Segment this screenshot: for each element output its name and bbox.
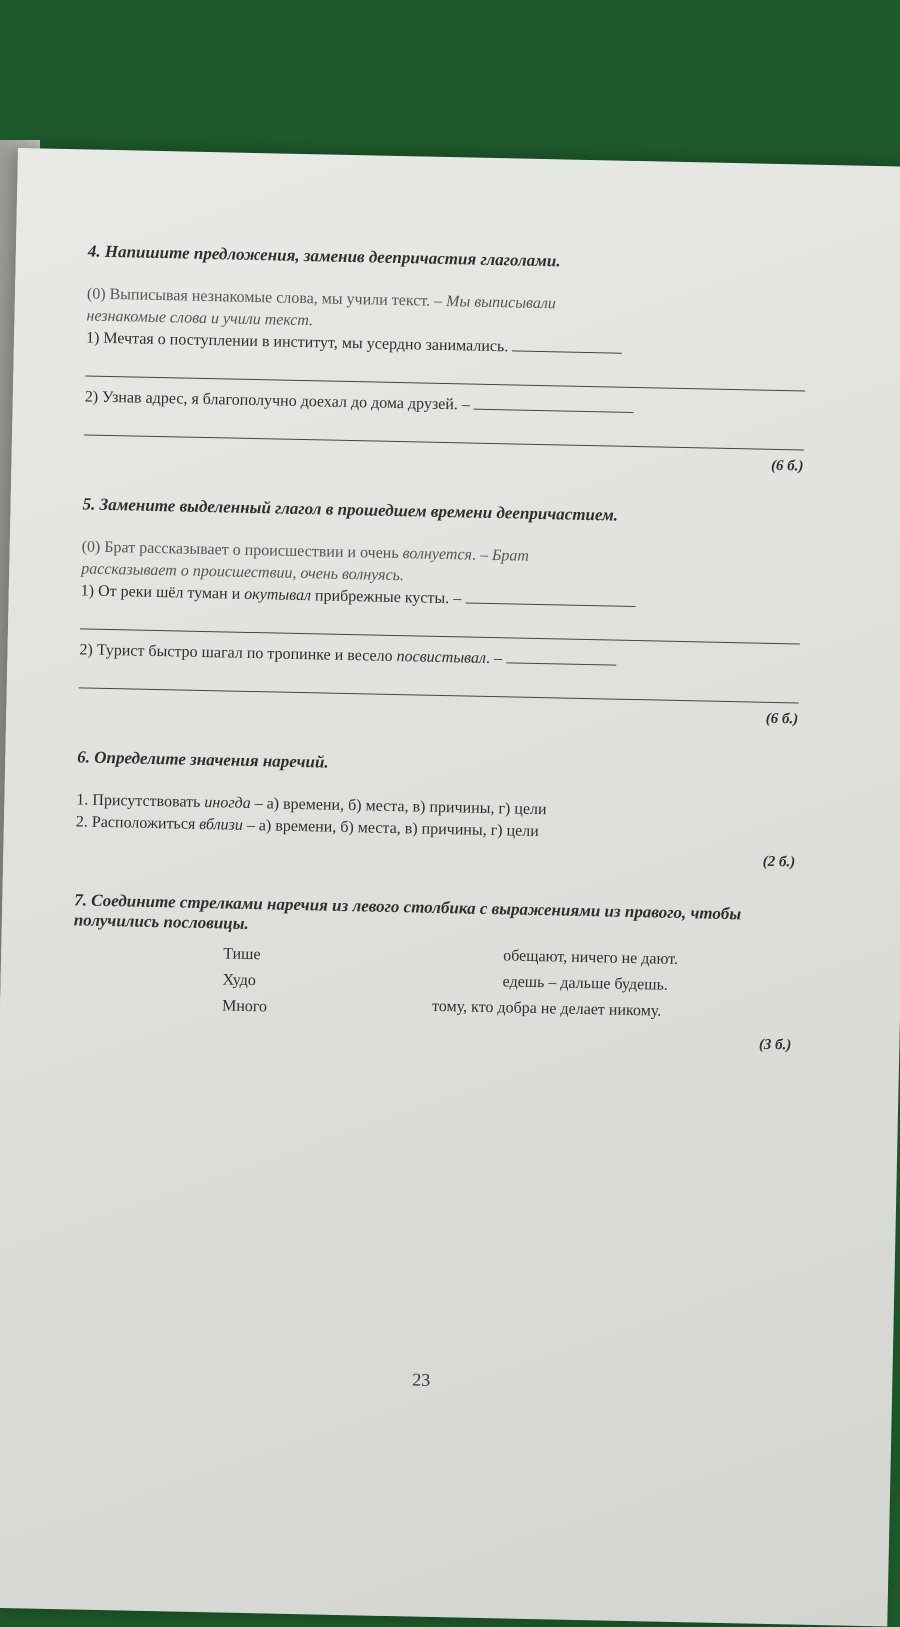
task-6-score: (2 б.) bbox=[762, 853, 796, 871]
answer-blank[interactable] bbox=[512, 336, 622, 353]
task-6-title: 6. Определите значения наречий. bbox=[77, 747, 329, 772]
task-5-example-verb: волнуется bbox=[402, 545, 473, 564]
task-5-example-dash: . – bbox=[471, 546, 489, 564]
task-5-item-2-verb: посвистывал bbox=[396, 648, 487, 667]
task-5-example-answer-cont: рассказывает о происшествии, очень волнуясь. bbox=[81, 560, 405, 585]
task-6-item-2-adverb: вблизи bbox=[199, 815, 244, 834]
page-number: 23 bbox=[412, 1369, 431, 1390]
right-phrase[interactable]: тому, кто добра не делает никому. bbox=[431, 997, 662, 1020]
task-5-item-1-text-end: прибрежные кусты. – bbox=[314, 587, 462, 608]
task-6-item-2-options[interactable]: – а) времени, б) места, в) причины, г) цели bbox=[246, 816, 539, 841]
task-4-item-1-text: 1) Мечтая о поступлении в институт, мы усердно занимались. bbox=[85, 329, 509, 356]
task-5-score: (6 б.) bbox=[765, 710, 799, 728]
task-4-title: 4. Напишите предложения, заменив деепричастия глаголами. bbox=[87, 241, 561, 271]
answer-blank[interactable] bbox=[506, 648, 616, 665]
task-6-item-1-adverb: иногда bbox=[204, 794, 251, 813]
workbook-page bbox=[0, 148, 900, 1627]
task-5-item-1-text: 1) От реки шёл туман и bbox=[80, 582, 241, 603]
task-4-example-answer: Мы выписывали bbox=[445, 293, 557, 313]
matching-columns bbox=[72, 938, 794, 1043]
right-phrase[interactable]: обещают, ничего не дают. bbox=[503, 947, 679, 968]
task-5 bbox=[78, 494, 802, 728]
task-4-score: (6 б.) bbox=[770, 457, 804, 475]
task-7 bbox=[71, 890, 794, 1054]
task-5-item-2-dash: . – bbox=[485, 649, 503, 668]
task-6 bbox=[75, 747, 797, 871]
left-adverb[interactable]: Много bbox=[221, 997, 268, 1016]
task-5-title: 5. Замените выделенный глагол в прошедшем времени деепричастием. bbox=[82, 494, 619, 525]
task-5-item-1-verb: окутывал bbox=[244, 585, 312, 605]
left-adverb[interactable]: Худо bbox=[222, 971, 257, 990]
task-4-example-text: (0) Выписывая незнакомые слова, мы учили текст. – bbox=[86, 285, 443, 310]
task-7-score: (3 б.) bbox=[758, 1036, 792, 1054]
task-5-example-text: (0) Брат рассказывает о происшествии и очень bbox=[81, 538, 399, 563]
task-6-item-1-text: 1. Присутствовать bbox=[76, 791, 201, 811]
task-7-title: 7. Соедините стрелками наречия из левого столбика с выражениями из правого, чтобы получились пословицы. bbox=[73, 890, 742, 934]
page-content bbox=[71, 241, 808, 1088]
task-4-item-2-text: 2) Узнав адрес, я благополучно доехал до дома друзей. – bbox=[84, 388, 471, 414]
task-6-item-1-options[interactable]: – а) времени, б) места, в) причины, г) цели bbox=[254, 795, 547, 819]
answer-blank[interactable] bbox=[465, 588, 635, 607]
task-5-item-2-text: 2) Турист быстро шагал по тропинке и весело bbox=[79, 641, 393, 665]
answer-blank[interactable] bbox=[474, 395, 634, 413]
task-4 bbox=[83, 241, 807, 475]
task-6-item-2-text: 2. Расположиться bbox=[75, 813, 196, 833]
task-5-example-answer: Брат bbox=[491, 547, 530, 565]
task-4-example-answer-cont: незнакомые слова и учили текст. bbox=[86, 307, 314, 330]
left-adverb[interactable]: Тише bbox=[222, 945, 261, 964]
right-phrase[interactable]: едешь – дальше будешь. bbox=[502, 973, 669, 994]
